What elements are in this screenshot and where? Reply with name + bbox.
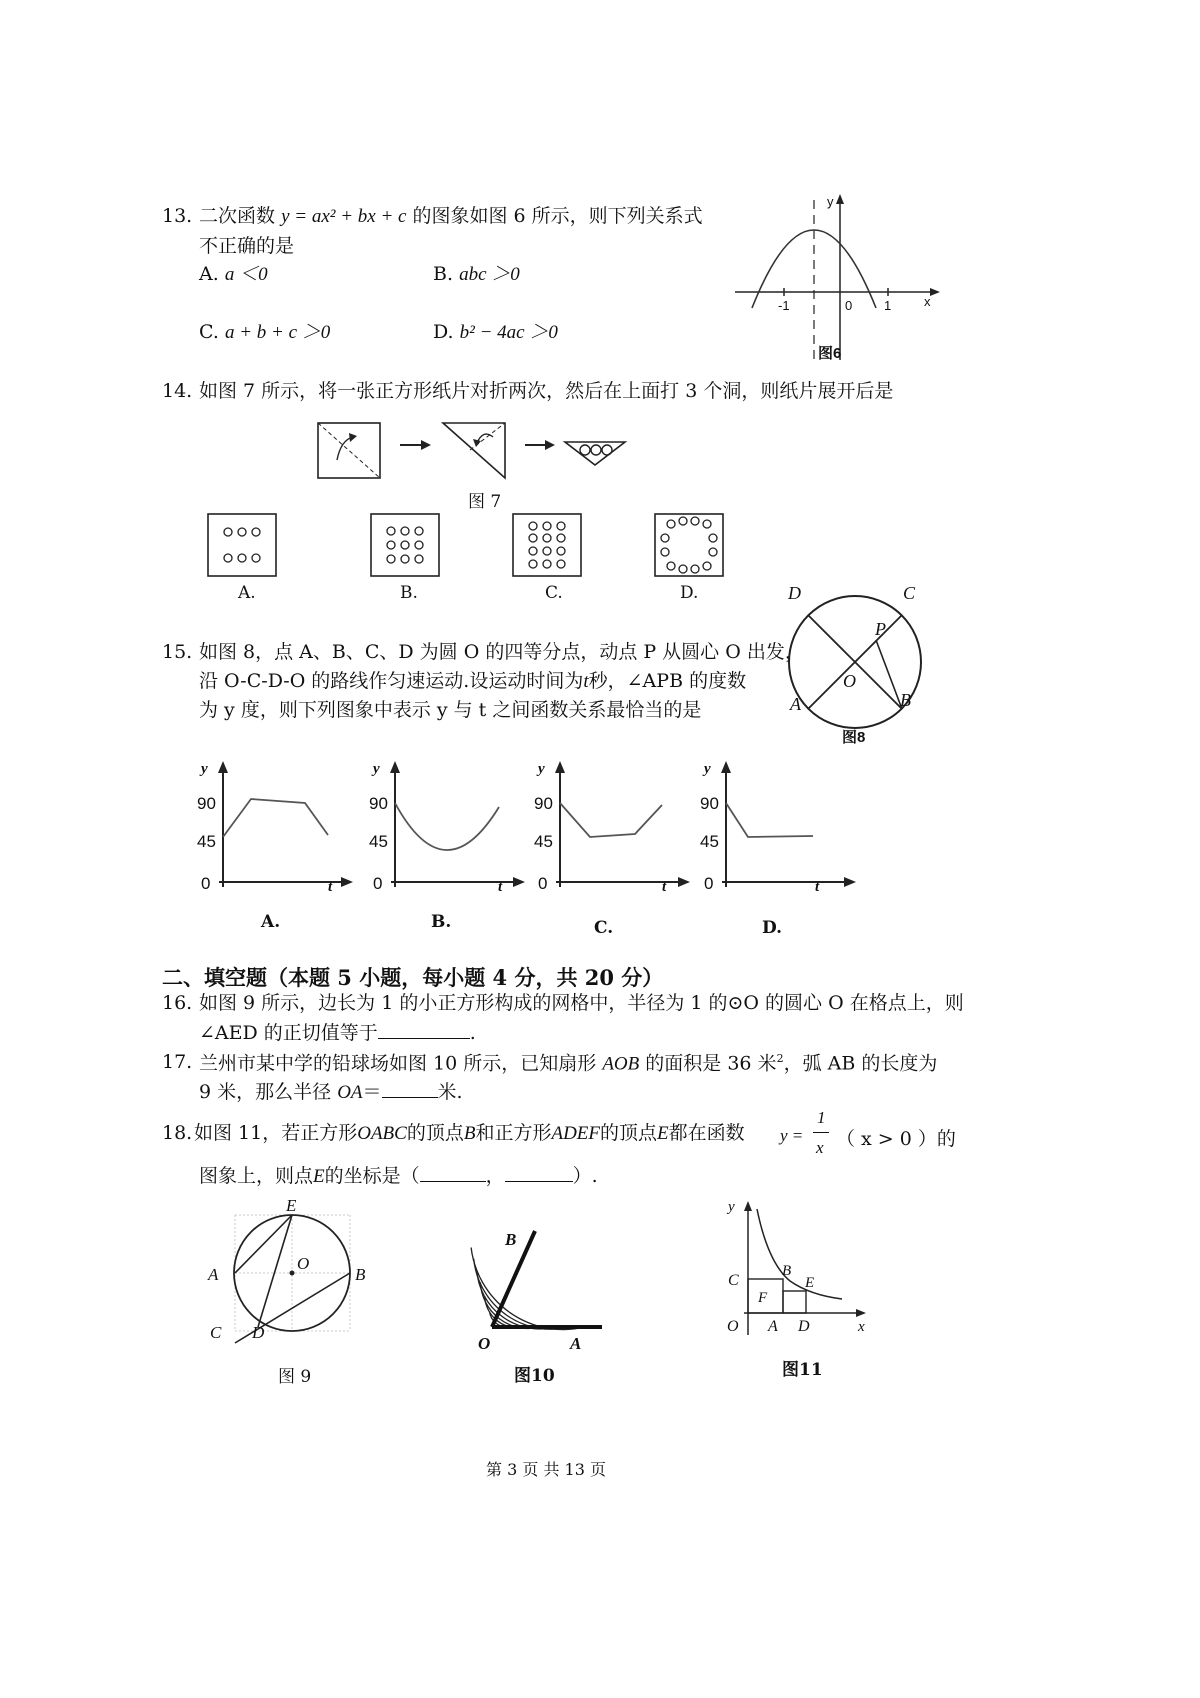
- q13-option-b-text: abc ＞0: [459, 264, 520, 285]
- q15-graph-c: [532, 755, 692, 895]
- fig11-label-a: A: [768, 1318, 778, 1335]
- graph-a-90: 90: [197, 794, 216, 813]
- fig8-label-c: C: [903, 583, 916, 603]
- q18-var-e: E: [657, 1123, 669, 1144]
- graph-c-y-label: y: [538, 761, 545, 777]
- graph-c-45: 45: [534, 832, 553, 851]
- graph-d-t-label: t: [815, 879, 820, 895]
- q18-func-y: y =: [780, 1126, 804, 1145]
- fig8-label-o: O: [843, 671, 856, 691]
- q13-stem: [199, 207, 703, 226]
- fig6-y-label: y: [827, 194, 834, 209]
- q13-option-d: [433, 323, 558, 342]
- q15-graph-d: [698, 755, 858, 895]
- q18-line2-c: ）.: [572, 1165, 598, 1187]
- fig6-caption: 图6: [818, 345, 842, 362]
- q15-stem-line1: 如图 8，点 A、B、C、D 为圆 O 的四等分点，动点 P 从圆心 O 出发，: [199, 641, 804, 663]
- q18-line2-var: E: [313, 1166, 325, 1187]
- q17-line2-pre: 9 米，那么半径: [199, 1081, 332, 1103]
- fig10-caption: 图10: [514, 1366, 555, 1386]
- fig11-label-x: x: [858, 1319, 865, 1335]
- q18-var-b: B: [463, 1123, 476, 1144]
- q17-stem-line1: [199, 1053, 937, 1073]
- fig9-label-b: B: [355, 1265, 366, 1284]
- q18-stem-line2: [199, 1167, 598, 1186]
- q16-answer-blank[interactable]: [378, 1038, 470, 1039]
- q17-number: 17.: [162, 1051, 193, 1073]
- q13-option-d-text: b² − 4ac ＞0: [459, 322, 558, 343]
- fig11-label-c: C: [728, 1272, 739, 1289]
- fig9-caption: 图 9: [278, 1367, 312, 1387]
- graph-b-90: 90: [369, 794, 388, 813]
- q13-formula: y = ax² + bx + c: [281, 206, 407, 227]
- q13-option-d-label: D.: [433, 321, 454, 343]
- q18-line1-b: 的顶点: [406, 1122, 464, 1144]
- q18-func-numerator: 1: [817, 1108, 826, 1127]
- q13-option-c-text: a + b + c ＞0: [224, 322, 331, 343]
- q18-line1-d: 的顶点: [600, 1122, 658, 1144]
- q18-line2-comma: ，: [485, 1165, 505, 1187]
- q18-var-oabc: OABC: [357, 1123, 407, 1144]
- graph-a-y-label: y: [201, 761, 208, 777]
- fig9-label-c: C: [210, 1323, 222, 1342]
- q18-var-adef: ADEF: [551, 1123, 601, 1144]
- fig11-label-f: F: [758, 1290, 768, 1306]
- q15-line2-pre: 沿 O-C-D-O 的路线作匀速运动.设运动时间为: [199, 670, 584, 692]
- q13-option-c-label: C.: [199, 321, 219, 343]
- q13-option-c: [199, 323, 330, 342]
- q18-line2-a: 图象上，则点: [199, 1165, 314, 1187]
- fig8-label-a: A: [790, 694, 801, 714]
- q14-option-b-label: B.: [400, 583, 418, 603]
- q17-stem-line2: [199, 1083, 463, 1102]
- fig6-neg1-label: -1: [778, 298, 790, 313]
- graph-b-45: 45: [369, 832, 388, 851]
- q18-answer-blank-x[interactable]: [420, 1181, 486, 1182]
- q15-stem-line2: [199, 672, 746, 691]
- q17-line1-post: ，弧 AB 的长度为: [783, 1052, 938, 1075]
- q13-text-post: 的图象如图 6 所示，则下列关系式: [412, 205, 703, 227]
- fig7-caption: 图 7: [468, 492, 502, 512]
- graph-d-0: 0: [704, 874, 714, 893]
- graph-d-90: 90: [700, 794, 719, 813]
- graph-c-t-label: t: [662, 879, 667, 895]
- fig6-x-label: x: [924, 294, 931, 309]
- q13-option-a-text: a ＜0: [224, 264, 268, 285]
- q15-stem-line3: 为 y 度，则下列图象中表示 y 与 t 之间函数关系最恰当的是: [199, 699, 702, 721]
- figure-9-grid-circle: [200, 1195, 380, 1355]
- q18-line1-a: 如图 11，若正方形: [194, 1122, 358, 1144]
- fig11-label-b: B: [782, 1263, 792, 1279]
- fig8-caption: 图8: [842, 729, 866, 746]
- q18-stem-line1: [194, 1124, 745, 1143]
- q17-line1-mid: 的面积是 36 米: [645, 1052, 777, 1075]
- q16-number: 16.: [162, 992, 193, 1014]
- q18-func-fraction-bar: [813, 1132, 829, 1133]
- graph-d-45: 45: [700, 832, 719, 851]
- q15-option-a-label: A.: [261, 912, 281, 932]
- q14-option-a-label: A.: [238, 583, 256, 603]
- q13-option-b: [433, 265, 520, 284]
- graph-a-45: 45: [197, 832, 216, 851]
- fig11-caption: 图11: [782, 1360, 823, 1380]
- q17-line2-mid: ＝: [362, 1081, 382, 1103]
- fig8-label-b: B: [900, 690, 911, 710]
- figure-11-hyperbola: [720, 1195, 880, 1345]
- fig11-label-e: E: [805, 1275, 815, 1291]
- graph-c-0: 0: [538, 874, 548, 893]
- graph-b-t-label: t: [498, 879, 503, 895]
- graph-b-y-label: y: [373, 761, 380, 777]
- figure-7-folding: [315, 415, 645, 485]
- fig11-label-d: D: [798, 1318, 810, 1335]
- q17-line1-pre: 兰州市某中学的铅球场如图 10 所示，已知扇形: [199, 1052, 597, 1075]
- q18-answer-blank-y[interactable]: [505, 1181, 573, 1182]
- q14-option-figures: [200, 510, 740, 580]
- section-2-title: 二、填空题（本题 5 小题，每小题 4 分，共 20 分）: [162, 965, 664, 990]
- fig10-label-b: B: [505, 1230, 517, 1249]
- fig9-label-o: O: [297, 1254, 310, 1273]
- fig10-label-o: O: [478, 1334, 491, 1353]
- q13-stem-line2: 不正确的是: [199, 235, 295, 257]
- fig9-label-d: D: [252, 1323, 265, 1342]
- page-footer: 第 3 页 共 13 页: [486, 1460, 606, 1479]
- q13-option-a-label: A.: [199, 263, 219, 285]
- q18-line2-b: 的坐标是（: [324, 1165, 420, 1187]
- q17-answer-blank[interactable]: [382, 1097, 438, 1098]
- q17-line1-sup: 2: [776, 1052, 784, 1065]
- q13-number: 13.: [162, 205, 193, 227]
- q16-stem-line2: [199, 1024, 476, 1043]
- q17-line2-var: OA: [337, 1082, 363, 1103]
- q18-func-condition: （ x > 0 ）的: [836, 1128, 956, 1150]
- q18-func-denominator: x: [816, 1138, 824, 1157]
- graph-c-90: 90: [534, 794, 553, 813]
- fig10-label-a: A: [570, 1334, 582, 1353]
- q16-line2-post: .: [469, 1022, 476, 1044]
- q15-number: 15.: [162, 641, 193, 663]
- figure-6-parabola: [730, 190, 945, 370]
- q16-line2-pre: ∠AED 的正切值等于: [199, 1022, 378, 1044]
- q13-option-b-label: B.: [433, 263, 454, 285]
- q17-line1-var: AOB: [602, 1053, 640, 1075]
- fig9-label-a: A: [208, 1265, 219, 1284]
- fig9-label-e: E: [286, 1196, 297, 1215]
- fig11-label-o: O: [727, 1318, 739, 1335]
- fig6-zero-label: 0: [845, 298, 853, 313]
- graph-a-t-label: t: [328, 879, 333, 895]
- q14-option-d-label: D.: [680, 583, 699, 603]
- q15-graph-a: [195, 755, 355, 895]
- q15-line2-var: t: [583, 671, 589, 692]
- figure-8-circle: [780, 580, 950, 750]
- fig8-label-p: P: [875, 619, 886, 639]
- q17-line2-post: 米.: [437, 1081, 463, 1103]
- q14-stem: 如图 7 所示，将一张正方形纸片对折两次，然后在上面打 3 个洞，则纸片展开后是: [199, 380, 894, 402]
- q14-number: 14.: [162, 380, 193, 402]
- graph-b-0: 0: [373, 874, 383, 893]
- q13-option-a: [199, 265, 268, 284]
- q16-stem-line1: 如图 9 所示，边长为 1 的小正方形构成的网格中，半径为 1 的⊙O 的圆心 O 在格点上，则: [199, 992, 964, 1014]
- q15-option-c-label: C.: [594, 918, 614, 938]
- fig6-one-label: 1: [884, 298, 892, 313]
- q13-text-pre: 二次函数: [199, 205, 276, 227]
- figure-10-sector: [475, 1225, 615, 1355]
- q18-line1-c: 和正方形: [475, 1122, 552, 1144]
- q18-number: 18.: [162, 1122, 193, 1144]
- graph-d-y-label: y: [704, 761, 711, 777]
- q15-graph-b: [367, 755, 527, 895]
- q15-option-b-label: B.: [431, 912, 452, 932]
- fig11-label-y: y: [728, 1199, 735, 1215]
- q14-option-c-label: C.: [545, 583, 563, 603]
- q18-line1-e: 都在函数: [668, 1122, 745, 1144]
- q15-line2-post: 秒，∠APB 的度数: [588, 670, 747, 692]
- q15-option-d-label: D.: [762, 918, 783, 938]
- graph-a-0: 0: [201, 874, 211, 893]
- fig8-label-d: D: [788, 583, 801, 603]
